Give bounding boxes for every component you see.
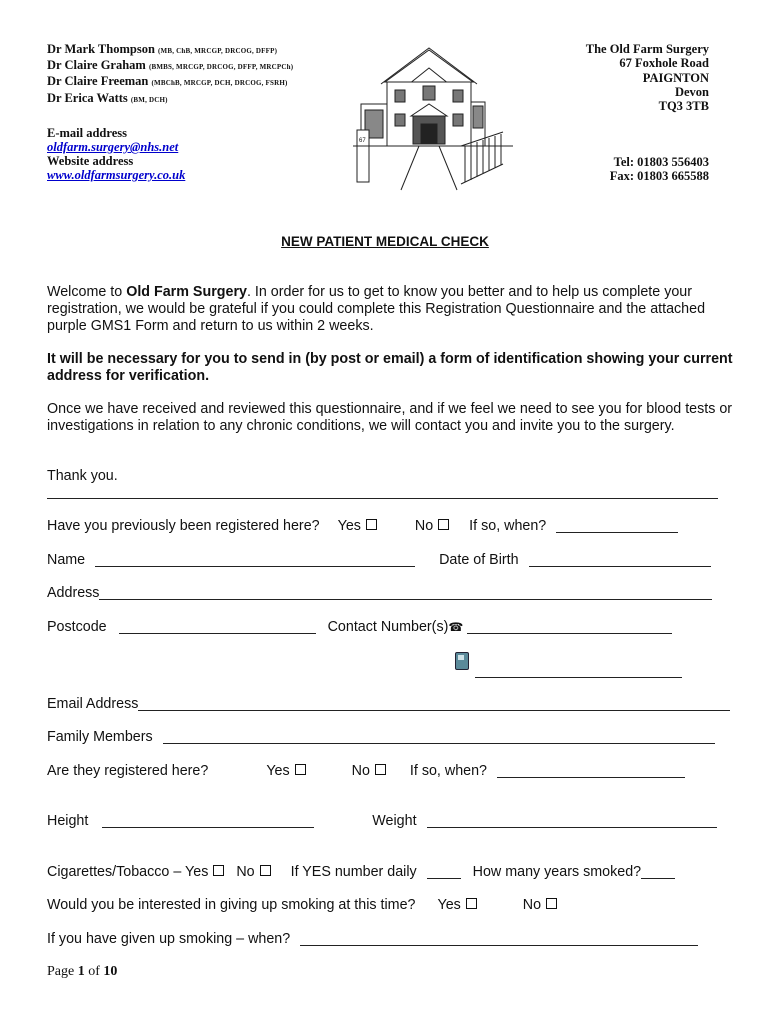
- page-number: Page 1 of 10: [47, 964, 118, 979]
- doctor-2: Dr Claire Graham (BMBS, MRCGP, DRCOG, DFFP, MRCPCh): [47, 58, 294, 73]
- row-prev-registered: Have you previously been registered here? Yes No If so, when?: [47, 518, 678, 535]
- tobacco-yes-checkbox[interactable]: [213, 865, 224, 876]
- phone-numbers: [610, 155, 709, 183]
- telephone-icon: ☎: [448, 620, 464, 634]
- surgery-logo: [353, 44, 513, 192]
- family-registered-when-field[interactable]: [497, 764, 685, 778]
- height-field[interactable]: [102, 814, 314, 828]
- email-link[interactable]: oldfarm.surgery@nhs.net: [47, 140, 179, 154]
- website-label: Website address: [47, 154, 134, 168]
- row-address: Address: [47, 585, 712, 602]
- telephone: Tel: 01803 556403: [613, 155, 709, 169]
- giving-up-yes-checkbox[interactable]: [466, 898, 477, 909]
- intro-paragraph-2: It will be necessary for you to send in (by post or email) a form of identification showing your current address for verification.: [47, 351, 733, 384]
- row-name-dob: Name Date of Birth: [47, 552, 711, 569]
- doctor-1: Dr Mark Thompson (MB, ChB, MRCGP, DRCOG, DFFP): [47, 42, 278, 56]
- daily-number-field[interactable]: [427, 865, 461, 879]
- prev-registered-no-checkbox[interactable]: [438, 519, 449, 530]
- row-giving-up: Would you be interested in giving up smoking at this time? Yes No: [47, 897, 557, 914]
- landline-field[interactable]: [467, 620, 672, 634]
- family-registered-yes-checkbox[interactable]: [295, 764, 306, 775]
- row-family: Family Members: [47, 729, 715, 746]
- giving-up-no-checkbox[interactable]: [546, 898, 557, 909]
- mobile-field[interactable]: [475, 663, 682, 678]
- address-field[interactable]: [99, 586, 712, 600]
- website-link[interactable]: www.oldfarmsurgery.co.uk: [47, 168, 186, 182]
- doctor-3: Dr Claire Freeman (MBChB, MRCGP, DCH, DRCOG, FSRH): [47, 74, 288, 89]
- name-field[interactable]: [95, 553, 415, 567]
- doctors-list: [47, 42, 293, 107]
- dob-field[interactable]: [529, 553, 711, 567]
- mobile-phone-icon: [455, 652, 469, 670]
- email-field[interactable]: [138, 697, 730, 711]
- years-smoked-field[interactable]: [641, 865, 675, 879]
- row-cigarettes: Cigarettes/Tobacco – Yes No If YES number daily How many years smoked?: [47, 864, 675, 881]
- intro-paragraph-3: Once we have received and reviewed this questionnaire, and if we feel we need to see you for blood tests or investigations in relation to any chronic conditions, we will contact you and invite you to the surgery.: [47, 401, 733, 434]
- divider: [47, 498, 718, 499]
- row-postcode-contact: Postcode Contact Number(s)☎: [47, 619, 672, 636]
- row-given-up: If you have given up smoking – when?: [47, 931, 698, 948]
- contact-block: [47, 126, 185, 182]
- weight-field[interactable]: [427, 814, 717, 828]
- row-height-weight: Height Weight: [47, 813, 717, 830]
- prev-registered-yes-checkbox[interactable]: [366, 519, 377, 530]
- surgery-building-drawing: [353, 44, 513, 192]
- row-email: Email Address: [47, 696, 730, 713]
- doctor-4: Dr Erica Watts (BM, DCH): [47, 90, 168, 105]
- family-registered-no-checkbox[interactable]: [375, 764, 386, 775]
- family-members-field[interactable]: [163, 730, 715, 744]
- email-label: E-mail address: [47, 126, 127, 140]
- thank-you: Thank you.: [47, 468, 118, 484]
- surgery-address: The Old Farm Surgery 67 Foxhole Road PAIGNTON Devon TQ3 3TB: [585, 42, 709, 114]
- page-title: NEW PATIENT MEDICAL CHECK: [281, 234, 489, 249]
- house-number: 67: [359, 138, 366, 144]
- fax: Fax: 01803 665588: [609, 169, 709, 183]
- prev-registered-when-field[interactable]: [556, 519, 678, 533]
- tobacco-no-checkbox[interactable]: [260, 865, 271, 876]
- postcode-field[interactable]: [119, 620, 316, 634]
- intro-paragraph-1: Welcome to Old Farm Surgery. In order for us to get to know you better and to help us complete your registration, we would be grateful if you could complete this Registration Questionnaire and the attached purple GMS1 Form and return to us within 2 weeks.: [47, 284, 706, 334]
- given-up-when-field[interactable]: [300, 932, 698, 946]
- row-they-registered: Are they registered here? Yes No If so, when?: [47, 763, 685, 780]
